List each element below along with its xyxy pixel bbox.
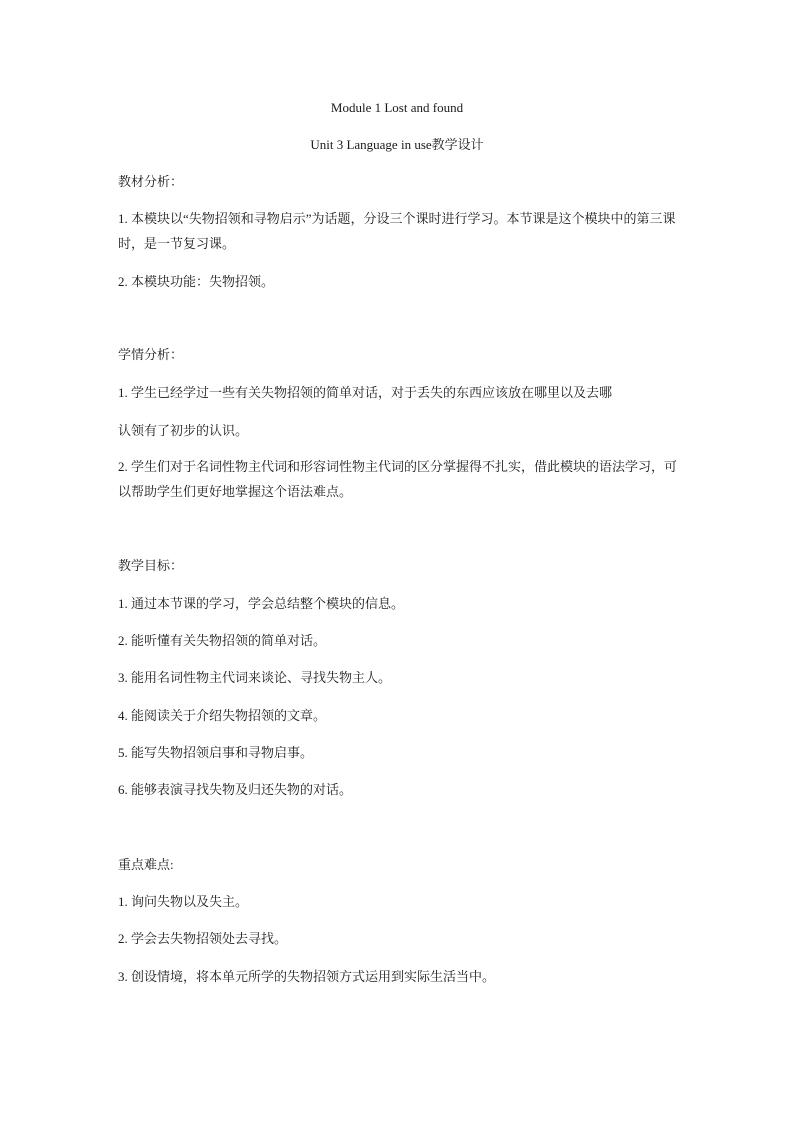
goals-item: 4. 能阅读关于介绍失物招领的文章。 <box>118 708 327 723</box>
section-heading-keypoints: 重点难点: <box>118 857 174 872</box>
goals-item: 2. 能听懂有关失物招领的简单对话。 <box>118 633 327 648</box>
materials-item-1: 1. 本模块以“失物招领和寻物启示”为话题，分设三个课时进行学习。本节课是这个模块中的第三课时，是一节复习课。 <box>118 211 676 251</box>
keypoints-item: 2. 学会去失物招领处去寻找。 <box>118 931 288 946</box>
students-item-1-line-2: 认领有了初步的认识。 <box>118 423 249 438</box>
document-title: Module 1 Lost and found <box>330 100 464 115</box>
section-heading-materials: 教材分析： <box>118 174 184 189</box>
goals-item: 1. 通过本节课的学习，学会总结整个模块的信息。 <box>118 596 405 611</box>
document-subtitle: Unit 3 Language in use教学设计 <box>310 137 484 152</box>
goals-item: 6. 能够表演寻找失物及归还失物的对话。 <box>118 782 353 797</box>
keypoints-item: 1. 询问失物以及失主。 <box>118 894 249 909</box>
goals-item: 5. 能写失物招领启事和寻物启事。 <box>118 745 314 760</box>
keypoints-item: 3. 创设情境，将本单元所学的失物招领方式运用到实际生活当中。 <box>118 969 496 984</box>
materials-item-2: 2. 本模块功能：失物招领。 <box>118 274 275 289</box>
students-item-2: 2. 学生们对于名词性物主代词和形容词性物主代词的区分掌握得不扎实，借此模块的语法学习，可以帮助学生们更好地掌握这个语法难点。 <box>118 459 678 499</box>
goals-item: 3. 能用名词性物主代词来谈论、寻找失物主人。 <box>118 670 392 685</box>
section-heading-students: 学情分析： <box>118 347 184 362</box>
section-heading-goals: 教学目标： <box>118 558 184 573</box>
students-item-1-line-1: 1. 学生已经学过一些有关失物招领的简单对话，对于丢失的东西应该放在哪里以及去哪 <box>118 385 613 400</box>
